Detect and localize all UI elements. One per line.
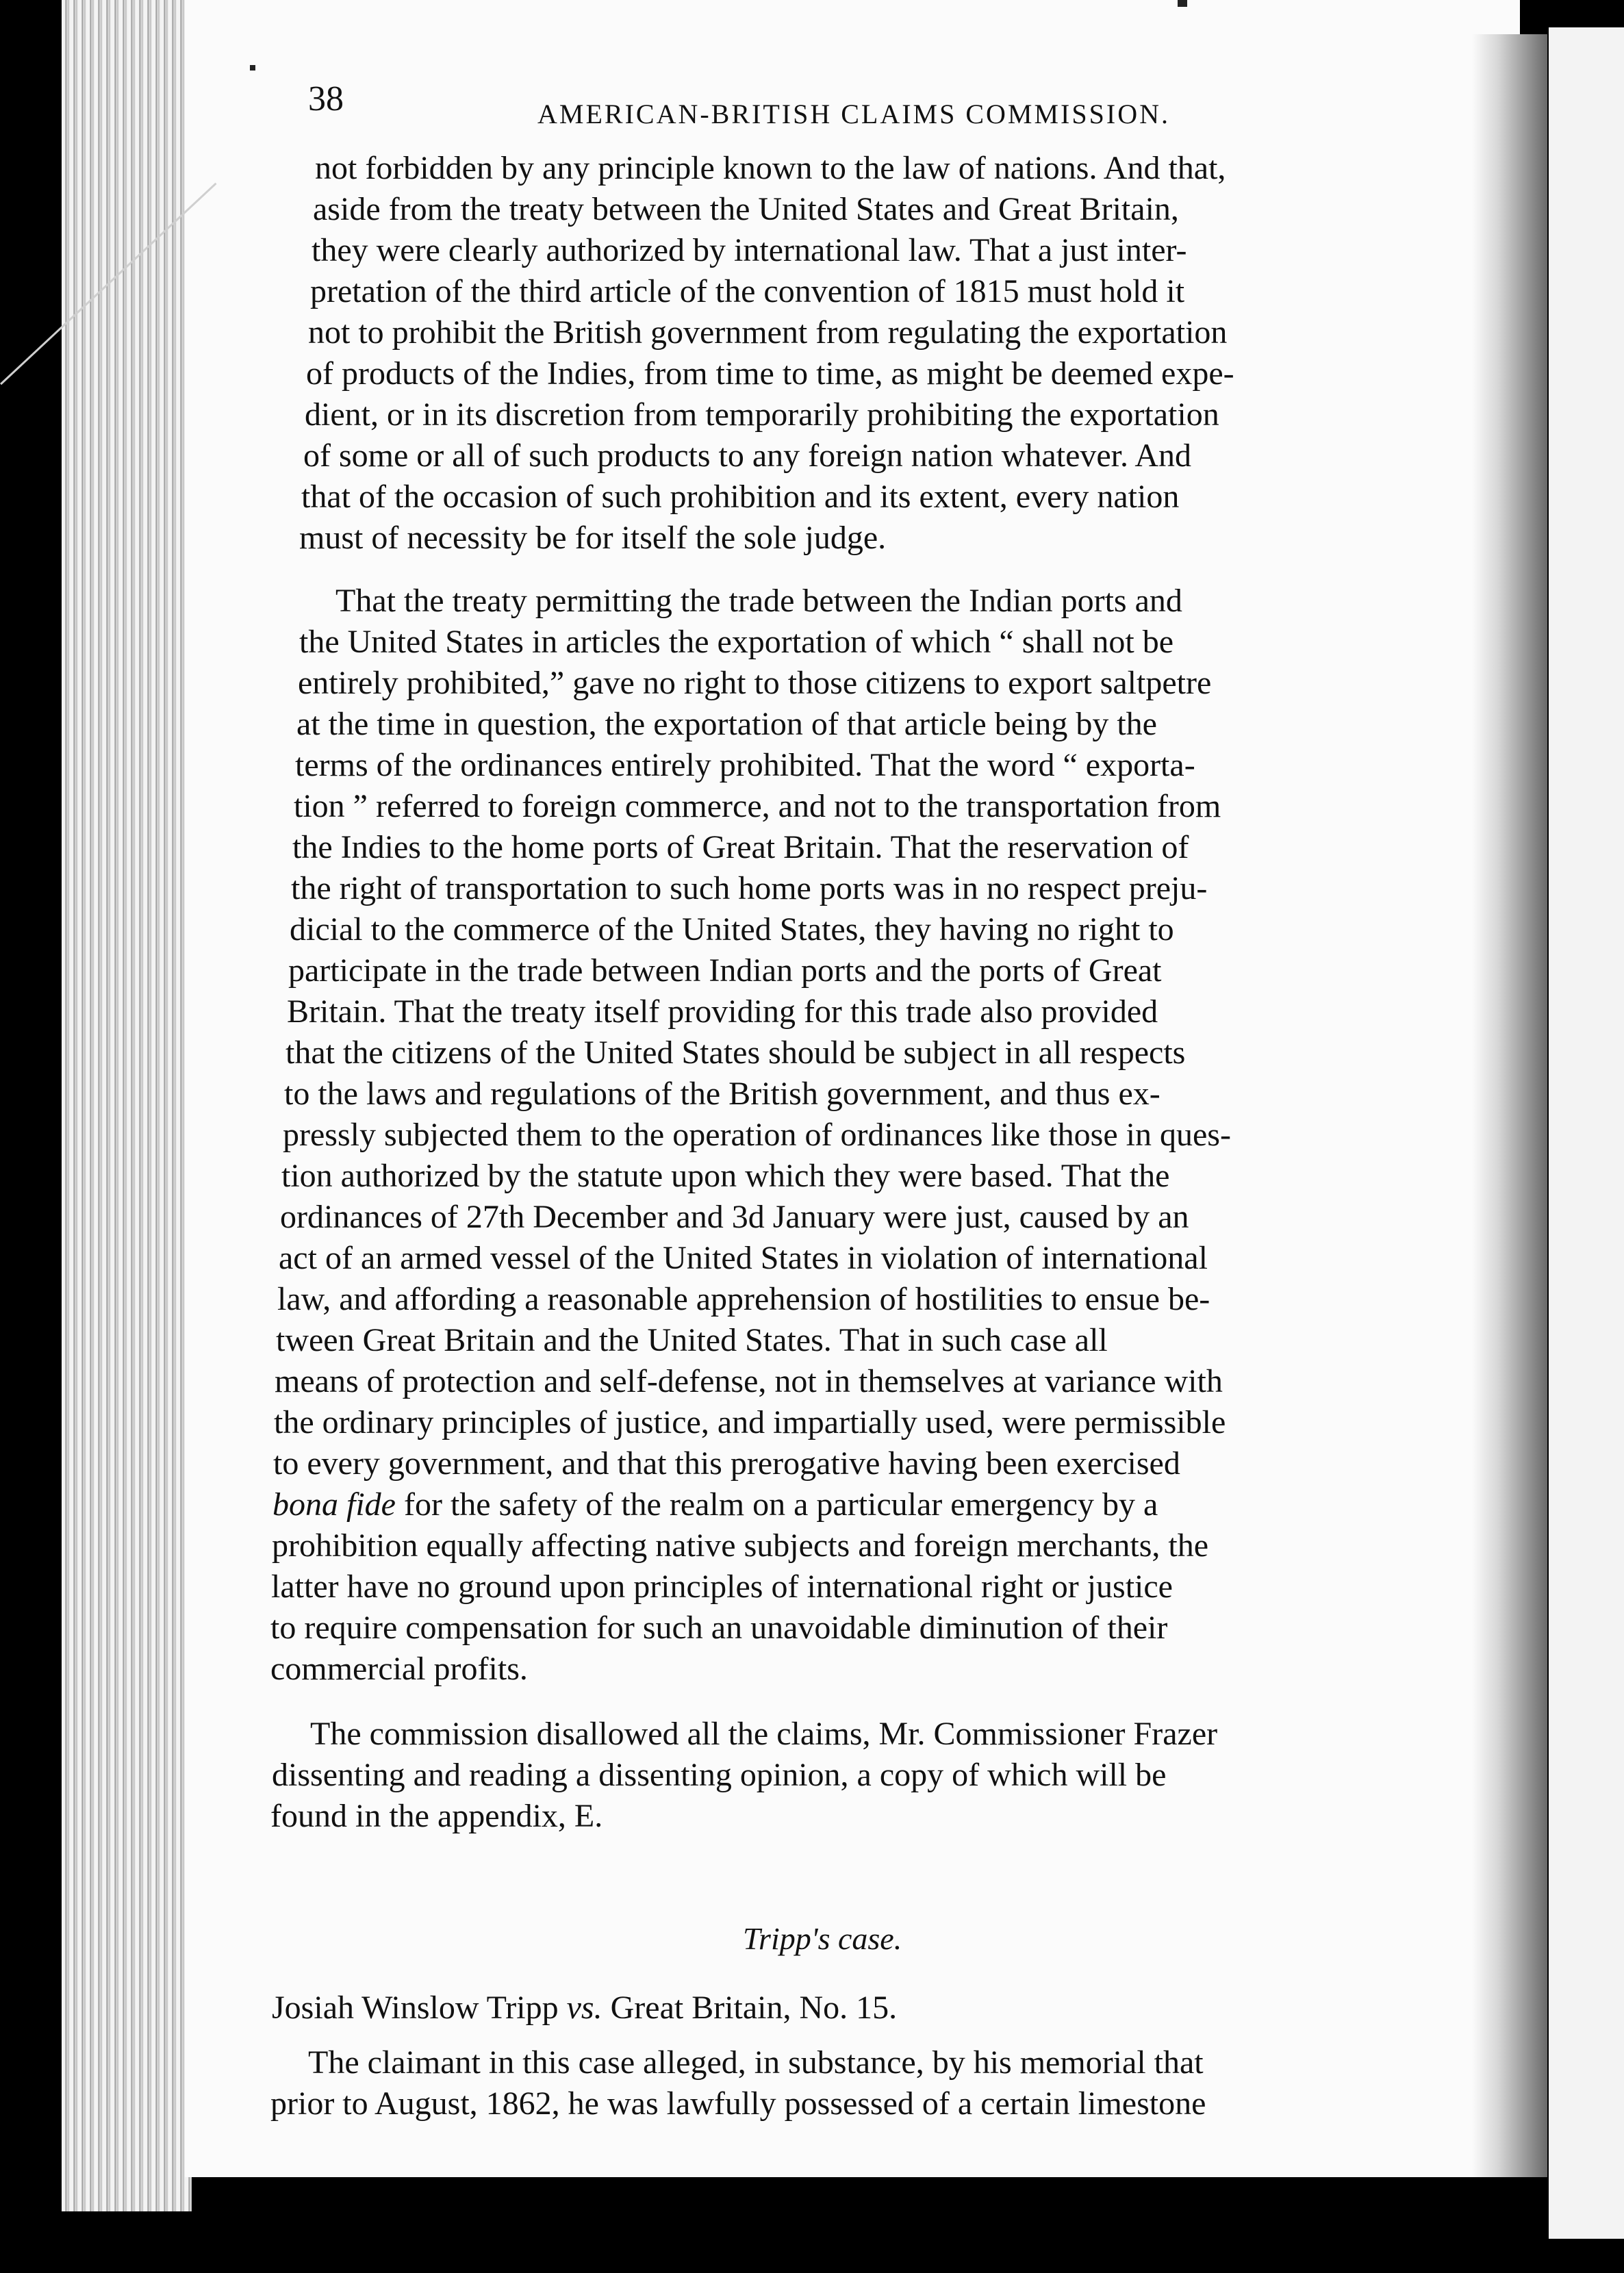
text-line: not to prohibit the British government from regulating the exportation <box>308 314 1228 351</box>
text-line: at the time in question, the exportation of that article being by the <box>296 706 1157 742</box>
case-caption: Tripp's case. <box>743 1921 902 1956</box>
text-line: The commission disallowed all the claims, Mr. Commissioner Frazer <box>310 1716 1218 1752</box>
running-head: AMERICAN-BRITISH CLAIMS COMMISSION. <box>537 99 1170 129</box>
scan-speck <box>250 65 255 71</box>
text-line: of products of the Indies, from time to time, as might be deemed expe- <box>306 355 1234 392</box>
text-line: pretation of the third article of the convention of 1815 must hold it <box>310 273 1185 309</box>
text-line: Britain. That the treaty itself providing for this trade also provided <box>287 993 1158 1030</box>
text-line: means of protection and self-defense, not in themselves at variance with <box>275 1363 1223 1399</box>
text-line: dient, or in its discretion from temporarily prohibiting the exportation <box>305 396 1219 433</box>
text-line: commercial profits. <box>270 1651 528 1687</box>
text-line: the United States in articles the exportation of which “ shall not be <box>299 624 1173 660</box>
text-line: The claimant in this case alleged, in substance, by his memorial that <box>308 2044 1204 2081</box>
stacked-page-edges <box>62 0 192 2211</box>
text-line: pressly subjected them to the operation of ordinances like those in ques- <box>283 1117 1231 1153</box>
text-line: act of an armed vessel of the United States in violation of international <box>279 1240 1208 1276</box>
text-line: terms of the ordinances entirely prohibited. That the word “ exporta- <box>295 747 1195 783</box>
case-title-claimant: Josiah Winslow Tripp <box>272 1990 567 2026</box>
text-line: found in the appendix, E. <box>270 1798 603 1834</box>
text-line: That the treaty permitting the trade between the Indian ports and <box>335 583 1182 619</box>
facing-page-edge <box>1549 27 1624 2239</box>
text-line: that of the occasion of such prohibition and its extent, every nation <box>301 479 1180 515</box>
page-gutter-shadow <box>1472 34 1547 2177</box>
text-line: tion authorized by the statute upon which they were based. That the <box>281 1158 1170 1194</box>
text-line: of some or all of such products to any foreign nation whatever. And <box>303 437 1192 474</box>
text-line: dissenting and reading a dissenting opinion, a copy of which will be <box>272 1757 1167 1793</box>
text-line: aside from the treaty between the United States and Great Britain, <box>313 191 1179 227</box>
case-title-versus: vs. <box>566 1990 602 2026</box>
text-line: prohibition equally affecting native subjects and foreign merchants, the <box>272 1527 1209 1564</box>
text-line: prior to August, 1862, he was lawfully possessed of a certain limestone <box>270 2085 1206 2122</box>
text-line: entirely prohibited,” gave no right to those citizens to export saltpetre <box>298 665 1212 701</box>
text-line: that the citizens of the United States should be subject in all respects <box>286 1034 1186 1071</box>
text-line: to every government, and that this prerogative having been exercised <box>273 1445 1180 1482</box>
text-line: the ordinary principles of justice, and impartially used, were permissible <box>274 1404 1226 1440</box>
line-remainder: for the safety of the realm on a particular emergency by a <box>395 1486 1158 1523</box>
text-line: they were clearly authorized by international law. That a just inter- <box>312 232 1187 268</box>
text-line: law, and affording a reasonable apprehension of hostilities to ensue be- <box>277 1281 1210 1317</box>
text-line: participate in the trade between Indian ports and the ports of Great <box>288 952 1162 989</box>
text-line: latter have no ground upon principles of international right or justice <box>271 1569 1173 1605</box>
text-line: to the laws and regulations of the British government, and thus ex- <box>284 1076 1160 1112</box>
page-number: 38 <box>308 79 344 118</box>
text-line <box>272 1486 1158 1524</box>
page-header <box>308 79 1239 134</box>
text-line: tion ” referred to foreign commerce, and not to the transportation from <box>294 788 1221 824</box>
text-line: tween Great Britain and the United States. That in such case all <box>276 1322 1108 1358</box>
text-line: dicial to the commerce of the United States, they having no right to <box>290 911 1174 948</box>
scan-speck <box>1178 0 1187 7</box>
text-line: to require compensation for such an unavoidable diminution of their <box>270 1610 1168 1646</box>
text-line <box>272 1989 897 2027</box>
text-line: the right of transportation to such home ports was in no respect preju- <box>291 870 1208 906</box>
text-line: must of necessity be for itself the sole judge. <box>299 520 887 556</box>
italic-phrase: bona fide <box>272 1486 396 1523</box>
text-line: ordinances of 27th December and 3d January were just, caused by an <box>280 1199 1189 1235</box>
text-line: the Indies to the home ports of Great Britain. That the reservation of <box>292 829 1189 865</box>
text-line: not forbidden by any principle known to the law of nations. And that, <box>315 150 1226 186</box>
case-title-respondent: Great Britain, No. 15. <box>602 1990 898 2026</box>
